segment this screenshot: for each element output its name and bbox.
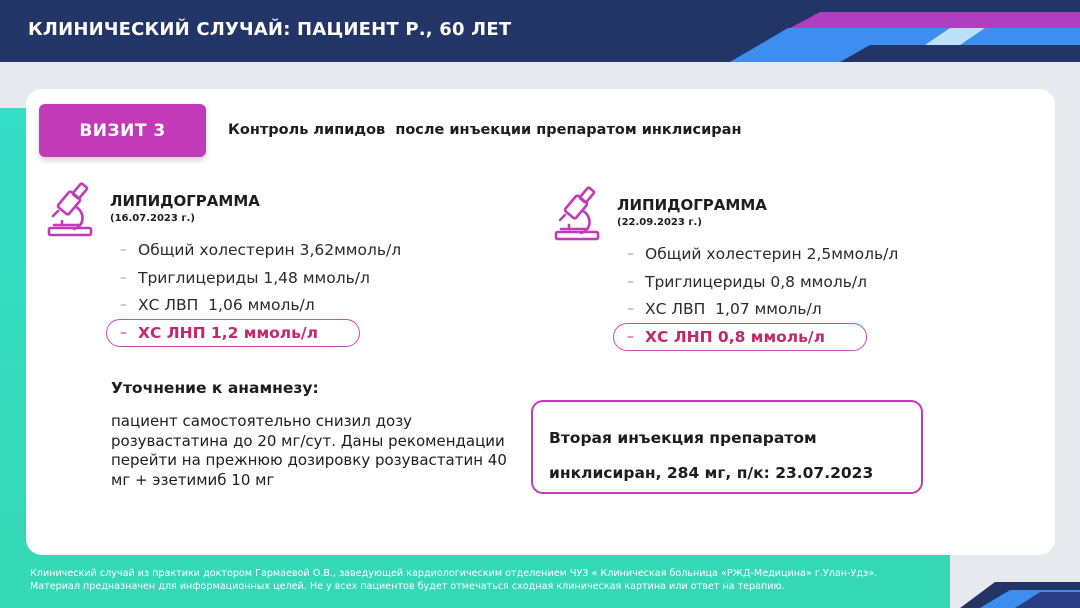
item-text: Общий холестерин 2,5ммоль/л <box>645 245 899 263</box>
item-text: Триглицериды 1,48 ммоль/л <box>138 268 370 287</box>
triglycerides-item <box>120 267 401 295</box>
visit-subtitle: Контроль липидов после инъекции препаратом инклисиран <box>228 122 742 138</box>
item-text: ХС ЛВП 1,06 ммоль/л <box>138 296 315 314</box>
lipid-values-list <box>627 243 898 353</box>
anamnesis-text: пациент самостоятельно снизил дозу розувастатина до 20 мг/сут. Даны рекомендации перейти на прежнюю дозировку розувастатин 40 мг + эзетимиб 10 мг <box>111 412 507 489</box>
microscope-icon <box>553 185 601 243</box>
panel-title: ЛИПИДОГРАММА <box>617 196 767 214</box>
page-title: КЛИНИЧЕСКИЙ СЛУЧАЙ: ПАЦИЕНТ Р., 60 ЛЕТ <box>28 19 512 40</box>
item-text: ХС ЛВП 1,07 ммоль/л <box>645 300 822 318</box>
list-bullet: – <box>120 297 127 313</box>
panel-date: (22.09.2023 г.) <box>617 217 702 228</box>
panel-date: (16.07.2023 г.) <box>110 213 195 224</box>
ldl-item-highlighted <box>120 322 401 350</box>
item-text: ХС ЛНП 1,2 ммоль/л <box>138 323 318 342</box>
injection-info-box <box>531 400 923 494</box>
anamnesis-heading: Уточнение к анамнезу: <box>111 379 319 397</box>
list-bullet: – <box>627 301 634 317</box>
injection-line-2: инклисиран, 284 мг, п/к: 23.07.2023 <box>549 464 874 482</box>
panel-title: ЛИПИДОГРАММА <box>110 192 260 210</box>
list-bullet: – <box>120 324 127 341</box>
list-bullet: – <box>627 273 634 290</box>
total-cholesterol-item <box>627 243 898 271</box>
footnote: Клинический случай из практики доктором Гармаевой О.В., заведующей кардиологическим отделением ЧУЗ « Клиническая больница «РЖД-Медицина» г.Улан-Удэ». Материал предназначен для информационных целей. Не у всех пациентов будет отмечаться сходная клиническая картина или ответ на терапию. <box>30 568 878 592</box>
hdl-item <box>120 294 401 322</box>
corner-stripes-decor <box>940 562 1080 608</box>
header-stripes-decor <box>720 0 1080 62</box>
list-bullet: – <box>120 242 127 258</box>
triglycerides-item <box>627 271 898 299</box>
microscope-icon <box>46 181 94 239</box>
injection-line-1: Вторая инъекция препаратом <box>549 429 817 447</box>
item-text: Общий холестерин 3,62ммоль/л <box>138 241 402 259</box>
item-text: ХС ЛНП 0,8 ммоль/л <box>645 327 825 346</box>
list-bullet: – <box>627 246 634 262</box>
content-card <box>26 89 1055 555</box>
lipid-values-list <box>120 239 401 349</box>
hdl-item <box>627 298 898 326</box>
ldl-item-highlighted <box>627 326 898 354</box>
list-bullet: – <box>120 269 127 286</box>
list-bullet: – <box>627 328 634 345</box>
visit-badge: ВИЗИТ 3 <box>39 104 206 157</box>
total-cholesterol-item <box>120 239 401 267</box>
header-bar <box>0 0 1080 62</box>
item-text: Триглицериды 0,8 ммоль/л <box>645 272 868 291</box>
